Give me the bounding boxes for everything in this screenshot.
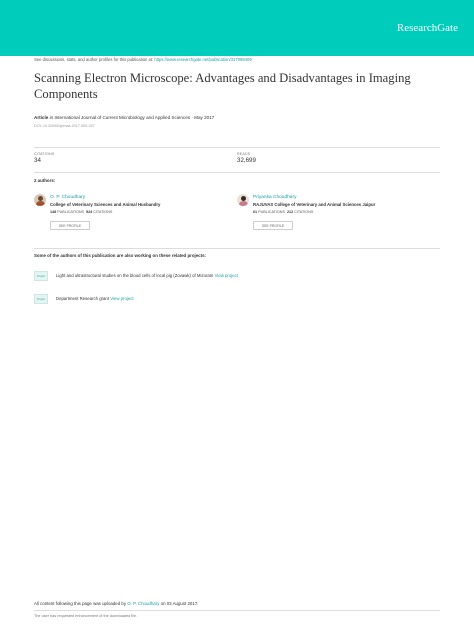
uploaded-note: [34, 601, 198, 606]
uploaded-prefix: All content following this page was uploaded by: [34, 601, 127, 606]
avatar-head-shape: [241, 196, 246, 201]
author-institution: RAJUVAS College of Veterinary and Animal Sciences Jaipur: [253, 202, 376, 207]
author-name-link[interactable]: O. P. Choudhary: [50, 195, 86, 200]
project-thumbnail: Project: [34, 294, 48, 304]
author-institution: College of Veterinary Sciences and Animal Husbandry: [50, 202, 161, 207]
reads-label: READS: [237, 152, 251, 156]
avatar-body-shape: [239, 201, 248, 206]
view-project-link[interactable]: View project: [110, 296, 134, 301]
project-title-text: Light and ultrastructural studies on the blood cells of local pig (Zovawk) of Mizoram: [56, 273, 214, 278]
researchgate-logo[interactable]: ResearchGate: [396, 22, 458, 34]
doi-text: DOI: 10.20546/ijcmas.2017.605.207: [34, 124, 95, 128]
see-profile-button[interactable]: SEE PROFILE: [253, 221, 293, 230]
uploaded-suffix: on 03 August 2017.: [160, 601, 199, 606]
citations-count: 524: [86, 210, 93, 214]
author-card: [34, 194, 234, 234]
divider: [34, 172, 440, 173]
author-counts: [50, 210, 112, 214]
see-profile-button[interactable]: SEE PROFILE: [50, 221, 90, 230]
avatar-body-shape: [36, 201, 45, 206]
project-item: [34, 294, 454, 306]
citations-count: 212: [286, 210, 294, 214]
publication-url-link[interactable]: https://www.researchgate.net/publication/317098409: [154, 57, 252, 62]
citations-label: CITATIONS: [34, 152, 55, 156]
author-card: [237, 194, 437, 234]
uploader-link[interactable]: O. P. Choudhary: [127, 601, 160, 606]
author-name-link[interactable]: Priyanka Choudhary: [253, 195, 297, 200]
discussion-line: [34, 57, 252, 62]
citations-label: CITATIONS: [294, 210, 314, 214]
reads-value: 32,699: [237, 157, 256, 164]
paper-title: Scanning Electron Microscope: Advantages and Disadvantages in Imaging Components: [34, 71, 411, 101]
avatar-head-shape: [38, 196, 43, 201]
project-title-text: Department Research grant: [56, 296, 110, 301]
in-word: in: [49, 115, 54, 120]
project-item: [34, 271, 454, 283]
publications-count: 148: [50, 210, 57, 214]
citations-value: 34: [34, 157, 41, 164]
divider: [34, 147, 440, 148]
publications-count: 61: [253, 210, 258, 214]
view-project-link[interactable]: View project: [214, 273, 238, 278]
avatar[interactable]: [34, 194, 46, 206]
project-thumbnail: Project: [34, 271, 48, 281]
journal-venue: International Journal of Current Microbiology and Applied Sciences · May 2017: [54, 115, 215, 120]
publications-label: PUBLICATIONS: [57, 210, 84, 214]
citations-label: CITATIONS: [93, 210, 113, 214]
publication-meta: [34, 115, 214, 120]
requested-note: The user has requested enhancement of the downloaded file.: [34, 614, 138, 618]
authors-label: 2 authors:: [34, 178, 56, 183]
divider: [34, 610, 440, 611]
publications-label: PUBLICATIONS: [258, 210, 285, 214]
avatar[interactable]: [237, 194, 249, 206]
header-bar: [0, 0, 474, 56]
project-title: [56, 296, 134, 301]
author-counts: [253, 210, 313, 214]
divider: [34, 248, 440, 249]
projects-label: Some of the authors of this publication are also working on these related projects:: [34, 253, 206, 258]
project-title: [56, 273, 238, 278]
article-kind: Article: [34, 115, 49, 120]
discussion-text: See discussions, stats, and author profiles for this publication at:: [34, 57, 154, 62]
